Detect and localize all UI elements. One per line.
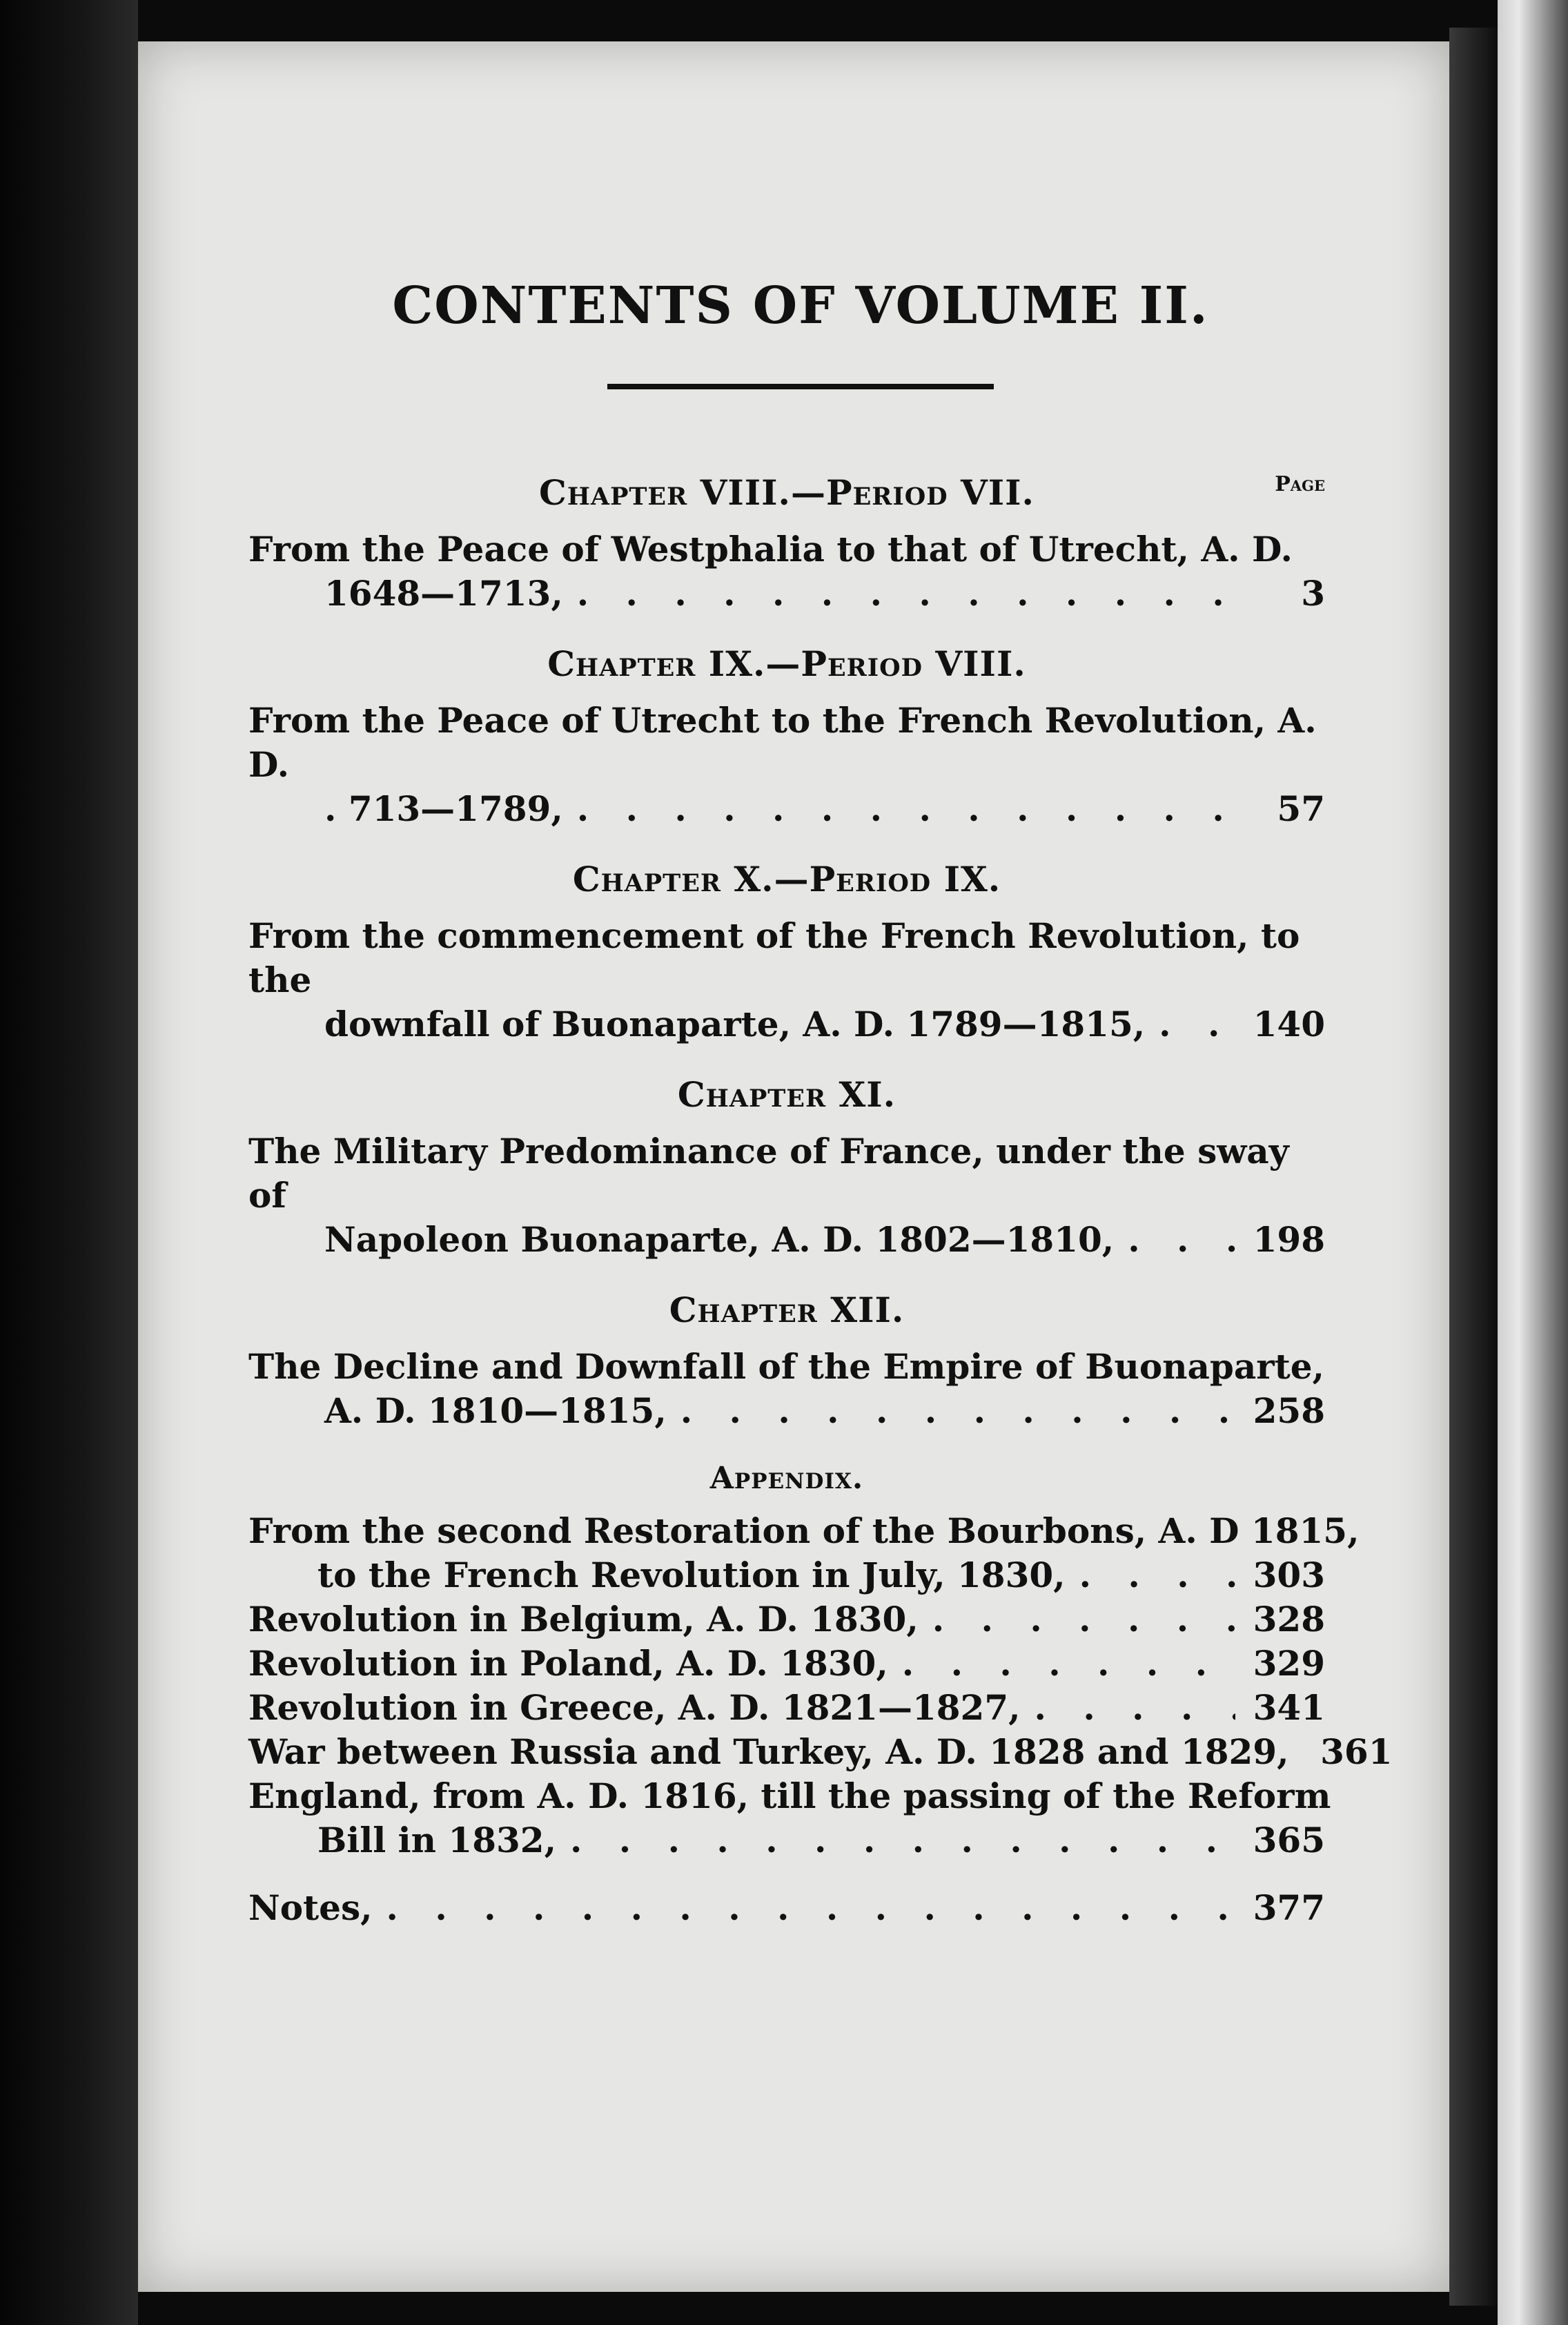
toc-entry-title-cont: Napoleon Buonaparte, A. D. 1802—1810, — [324, 1219, 1115, 1260]
chapter-heading: Chapter IX.—Period VIII. — [547, 643, 1026, 684]
appendix-item-title: War between Russia and Turkey, A. D. 1828 and 1829, — [248, 1731, 1289, 1772]
page-number: 57 — [1277, 788, 1325, 829]
leader-dots — [577, 572, 1235, 616]
chapter-heading-row — [248, 643, 1325, 699]
page-number: 341 — [1253, 1687, 1325, 1728]
chapter-heading: Chapter VIII.—Period VII. — [539, 472, 1035, 513]
toc-entry — [248, 699, 1325, 831]
chapter-heading-row — [248, 1074, 1325, 1129]
appendix-item — [248, 1686, 1325, 1730]
page-title: CONTENTS OF VOLUME II. — [392, 276, 1209, 335]
adjacent-page-edge — [1498, 0, 1568, 2325]
chapter-heading-row — [248, 1290, 1325, 1345]
leader-dots — [902, 1642, 1235, 1686]
appendix-item-title: Revolution in Poland, A. D. 1830, — [248, 1643, 888, 1684]
appendix-item — [248, 1818, 1325, 1862]
toc-entry-title: From the commencement of the French Revolution, to the — [248, 915, 1300, 1000]
page-number: 328 — [1253, 1599, 1325, 1640]
leader-dots — [386, 1886, 1235, 1930]
page-number: 140 — [1253, 1004, 1325, 1044]
appendix-item-title: Revolution in Belgium, A. D. 1830, — [248, 1599, 919, 1640]
toc-entry-title-cont: . 713—1789, — [324, 788, 563, 829]
toc-entry-title: The Military Predominance of France, under the sway of — [248, 1131, 1289, 1216]
leader-dots — [680, 1389, 1235, 1433]
leader-dots — [1159, 1002, 1235, 1047]
leader-dots — [1079, 1553, 1235, 1597]
appendix-item — [248, 1597, 1325, 1642]
appendix-item — [248, 1642, 1325, 1686]
chapter-heading-row — [248, 472, 1325, 527]
leader-dots — [570, 1818, 1235, 1862]
leader-dots — [1035, 1686, 1235, 1730]
page-edge-shadow — [1449, 28, 1498, 2306]
toc-entry-title-cont: downfall of Buonaparte, A. D. 1789—1815, — [324, 1004, 1146, 1044]
appendix-item-title: England, from A. D. 1816, till the passing of the Reform — [248, 1776, 1331, 1816]
page-number: 303 — [1253, 1555, 1325, 1595]
page-number: 3 — [1301, 573, 1325, 614]
toc-entry-title-cont: 1648—1713, — [324, 573, 563, 614]
leader-dots — [932, 1597, 1235, 1642]
page-number: 329 — [1253, 1643, 1325, 1684]
page-number: 258 — [1253, 1390, 1325, 1431]
leader-dots — [577, 787, 1235, 831]
appendix-item-title-cont: to the French Revolution in July, 1830, — [317, 1555, 1066, 1595]
toc-entry-title: From the Peace of Utrecht to the French Revolution, A. D. — [248, 700, 1317, 785]
appendix-item-title: From the second Restoration of the Bourbons, A. D 1815, — [248, 1510, 1360, 1551]
page-column-heading: Page — [1275, 472, 1325, 496]
chapter-heading-row — [248, 859, 1325, 914]
appendix-item — [248, 1553, 1325, 1597]
toc-entry — [248, 1129, 1325, 1262]
appendix-item-title-cont: Bill in 1832, — [317, 1820, 556, 1860]
chapter-heading: Chapter X.—Period IX. — [572, 859, 1001, 899]
leader-dots — [1128, 1218, 1235, 1262]
toc-entry — [248, 1345, 1325, 1433]
toc-entry-title: The Decline and Downfall of the Empire of Buonaparte, — [248, 1346, 1324, 1387]
appendix-item — [248, 1730, 1393, 1774]
appendix-heading-row — [248, 1461, 1325, 1509]
toc-entry-title: From the Peace of Westphalia to that of Utrecht, A. D. — [248, 529, 1293, 570]
page-number: 198 — [1253, 1219, 1325, 1260]
title-rule — [607, 384, 994, 389]
notes-label: Notes, — [248, 1887, 373, 1928]
chapter-heading: Chapter XII. — [669, 1290, 905, 1330]
contents-block — [248, 276, 1393, 1930]
chapter-heading: Chapter XI. — [677, 1074, 896, 1115]
page-number: 361 — [1320, 1731, 1393, 1772]
appendix-item-title: Revolution in Greece, A. D. 1821—1827, — [248, 1687, 1021, 1728]
page-number: 377 — [1253, 1887, 1325, 1928]
appendix-heading: Appendix. — [709, 1461, 864, 1496]
notes-entry — [248, 1886, 1325, 1930]
scan-border-left — [0, 0, 138, 2325]
toc-entry — [248, 914, 1325, 1047]
toc-entry — [248, 527, 1325, 616]
page-number: 365 — [1253, 1820, 1325, 1860]
toc-entry-title-cont: A. D. 1810—1815, — [324, 1390, 667, 1431]
